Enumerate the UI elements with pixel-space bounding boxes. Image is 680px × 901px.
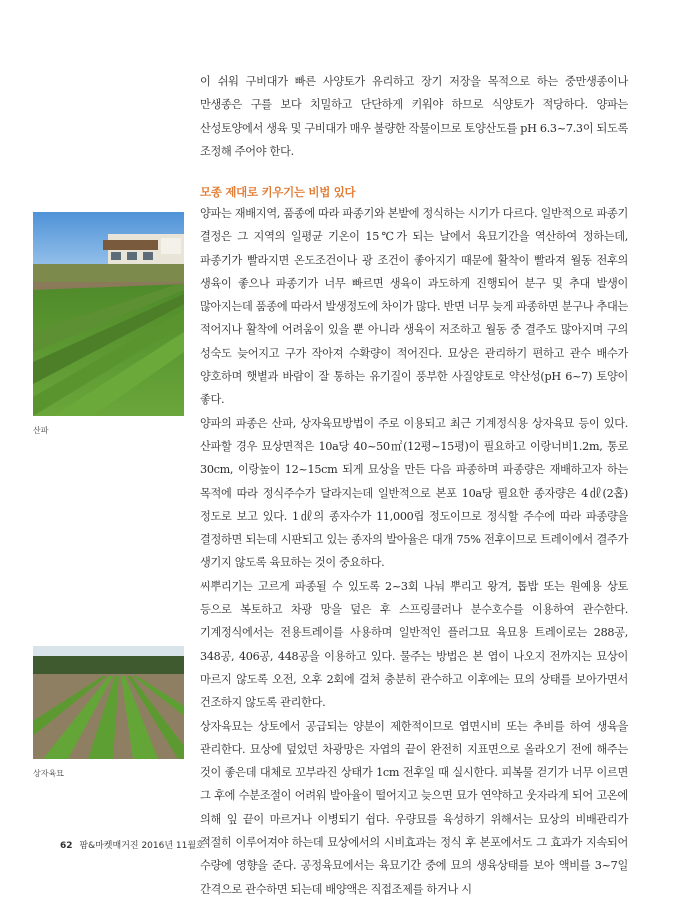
- section-title: 모종 제대로 키우기는 비법 있다: [200, 185, 356, 199]
- tray-seedling-photo: [33, 646, 184, 759]
- paragraph: 양파의 파종은 산파, 상자육묘방법이 주로 이용되고 최근 기계정식용 상자육묘 등이 있다. 산파할 경우 묘상면적은 10a당 40~50㎡(12평~15평)이 필요하고 이랑너비1.2m, 통로 30cm, 이랑높이 12~15cm 되게 묘상을 만든 다음 파종하며 파종량은 재배하고자 하는 목적에 따라 정식주수가 달라지는데 일반적으로 본포 10a당 필요한 종자량은 4㎗(2홉)정도로 보고 있다. 1㎗의 종자수가 11,000립 정도이므로 정식할 주수에 따라 파종량을 결정하면 되는데 시판되고 있는 종자의 발아율은 대개 75% 전후이므로 트레이에서 결주가 생기지 않도록 육묘하는 것이 중요하다.: [200, 416, 628, 570]
- intro-paragraph: 이 쉬워 구비대가 빠른 사양토가 유리하고 장기 저장을 목적으로 하는 중만생종이나 만생종은 구를 보다 치밀하고 단단하게 키워야 하므로 식양토가 적당하다. 양파는 산성토양에서 생육 및 구비대가 매우 불량한 작물이므로 토양산도를 pH 6.3~7.3이 되도록 조정해 주어야 한다.: [200, 75, 628, 158]
- photo-caption: 상자육묘: [33, 769, 64, 778]
- paragraph: 씨뿌리기는 고르게 파종될 수 있도록 2~3회 나눠 뿌리고 왕겨, 톱밥 또는 원예용 상토 등으로 복토하고 차광 망을 덮은 후 스프링클러나 분수호수를 이용하여 관수한다. 기계정식에서는 전용트레이를 사용하며 일반적인 플러그묘 육묘용 트레이로는 288공, 348공, 406공, 448공을 이용하고 있다. 물주는 방법은 본 엽이 나오지 전까지는 묘상이 마르지 않도록 오전, 오후 2회에 걸쳐 충분히 관수하고 이후에는 묘의 상태를 보아가면서 건조하지 않도록 관리한다.: [200, 579, 628, 710]
- page-number: 62: [60, 841, 73, 851]
- paragraph: 상자육묘는 상토에서 공급되는 양분이 제한적이므로 엽면시비 또는 추비를 하여 생육을 관리한다. 묘상에 덮었던 차광망은 자엽의 끝이 완전히 지표면으로 올라오기 전에 해주는 것이 좋은데 대체로 꼬부라진 상태가 1cm 전후일 때 실시한다. 피복물 걷기가 너무 이르면 그 후에 수분조절이 어려워 발아율이 떨어지고 늦으면 묘가 연약하고 웃자라게 되어 고온에 의해 잎 끝이 마르거나 이병되기 쉽다. 우량묘를 육성하기 위해서는 묘상의 비배관리가 적절히 이루어져야 하는데 묘상에서의 시비효과는 정식 후 본포에서도 그 효과가 지속되어 수량에 영향을 준다. 공정육묘에서는 육묘기간 중에 묘의 생육상태를 보아 액비를 3~7일 간격으로 관수하면 되는데 배양액은 직접조제를 하거나 시: [200, 719, 628, 896]
- photo-caption: 산파: [33, 426, 49, 435]
- publication-name: 팜&마켓매거진 2016년 11월호: [79, 841, 205, 851]
- paragraph: 양파는 재배지역, 품종에 따라 파종기와 본밭에 정식하는 시기가 다르다. 일반적으로 파종기 결정은 그 지역의 일평균 기온이 15℃가 되는 날에서 육묘기간을 역산하여 정하는데, 파종기가 빨라지면 온도조건이나 광 조건이 좋아지기 때문에 활착이 빨라져 월동 전후의 생육이 좋으나 파종기가 너무 빠르면 생육이 과도하게 진행되어 분구 및 추대 발생이 많아지는데 품종에 따라서 발생정도에 차이가 많다. 반면 너무 늦게 파종하면 분구나 추대는 적어지나 활착에 어려움이 있을 뿐 아니라 생육이 저조하고 월동 중 결주도 많아지며 구의 성숙도 늦어지고 구가 작아져 수확량이 적어진다. 묘상은 관리하기 편하고 관수 배수가 양호하며 햇볕과 바람이 잘 통하는 유기질이 풍부한 사질양토로 약산성(pH 6~7) 토양이 좋다.: [200, 207, 628, 407]
- page-footer: [60, 838, 205, 851]
- broadcast-sowing-photo: [33, 212, 184, 416]
- body-text: [200, 202, 628, 901]
